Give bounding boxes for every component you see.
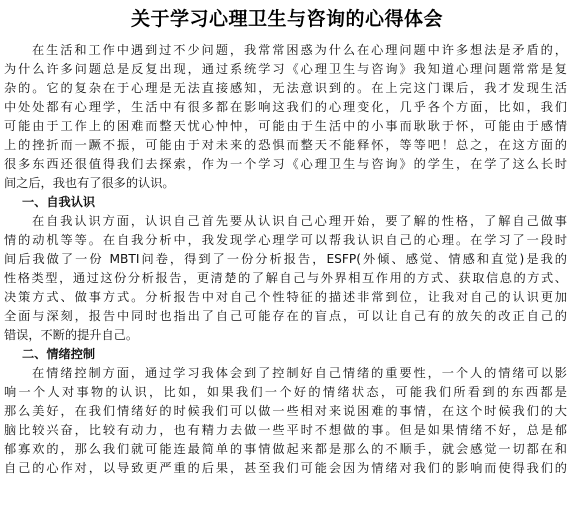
paragraph-line: 间后我做了一份 MBTI问卷，得到了一份分析报告，ESFP(外倾、感觉、情感和直觉)是我的 xyxy=(4,252,567,266)
paragraph-line: 响一个人对事物的认识，比如，如果我们一个好的情绪状态，可能我们所看到的东西都是 xyxy=(4,385,567,399)
paragraph-line: 脑比较兴奋，比较有动力，也有精力去做一些平时不想做的事。但是如果情绪不好，总是郁 xyxy=(4,423,567,437)
paragraph-line: 中处处都有心理学，生活中有很多都在影响这我们的心理变化，几乎各个方面，比如，我们 xyxy=(4,100,567,114)
paragraph-line: 间之后，我也有了很多的认识。 xyxy=(4,176,175,190)
paragraph-line: 那么美好，在我们情绪好的时候我们可以做一些相对来说困难的事情，在这个时候我们的大 xyxy=(4,404,567,418)
section-heading-self-awareness: 一、自我认识 xyxy=(22,195,96,209)
document-body xyxy=(4,41,567,478)
paragraph-line: 在情绪控制方面，通过学习我体会到了控制好自己情绪的重要性，一个人的情绪可以影 xyxy=(32,366,567,380)
paragraph-line: 为什么许多问题总是反复出现，通过系统学习《心理卫生与咨询》我知道心理问题常常是复 xyxy=(4,62,567,76)
paragraph-line: 上的挫折而一蹶不振，可能由于对未来的恐惧而整天不能释怀，等等吧！总之，在这方面的 xyxy=(4,138,567,152)
section-heading-emotion-control: 二、情绪控制 xyxy=(22,347,96,361)
paragraph-line: 性格类型，通过这份分析报告，更清楚的了解自己与外界相互作用的方式、获取信息的方式、 xyxy=(4,271,567,285)
paragraph-line: 很多东西还很值得我们去探索，作为一个学习《心理卫生与咨询》的学生，在学了这么长时 xyxy=(4,157,567,171)
paragraph-line: 错误，不断的提升自己。 xyxy=(4,328,139,342)
paragraph-line: 杂的。它的复杂在于心理是无法直接感知，无法意识到的。在上完这门课后，我才发现生活 xyxy=(4,81,567,95)
paragraph-line: 决策方式、做事方式。分析报告中对自己个性特征的描述非常到位，让我对自己的认识更加 xyxy=(4,290,567,304)
paragraph-line: 全面与深刻，报告中同时也指出了自己可能存在的盲点，可以让自己有的放矢的改正自己的 xyxy=(4,309,567,323)
paragraph-line: 在生活和工作中遇到过不少问题，我常常困惑为什么在心理问题中许多想法是矛盾的， xyxy=(32,43,567,57)
document-title: 关于学习心理卫生与咨询的心得体会 xyxy=(130,8,443,30)
paragraph-line: 情的动机等等。在自我分析中，我发现学心理学可以帮我认识自己的心理。在学习了一段时 xyxy=(4,233,567,247)
paragraph-line: 在自我认识方面，认识自己首先要从认识自己心理开始，要了解的性格，了解自己做事 xyxy=(32,214,567,228)
paragraph-line: 可能由于工作上的困难而整天忧心忡忡，可能由于生活中的小事而耿耿于怀，可能由于感情 xyxy=(4,119,567,133)
paragraph-line: 郁寡欢的，那么我们就可能连最简单的事情做起来都是那么的不顺手，就会感觉一切都在和 xyxy=(4,442,567,456)
paragraph-line: 自己的心作对，以导致更严重的后果，甚至我们可能会因为情绪对我们的影响而使得我们的 xyxy=(4,461,567,475)
